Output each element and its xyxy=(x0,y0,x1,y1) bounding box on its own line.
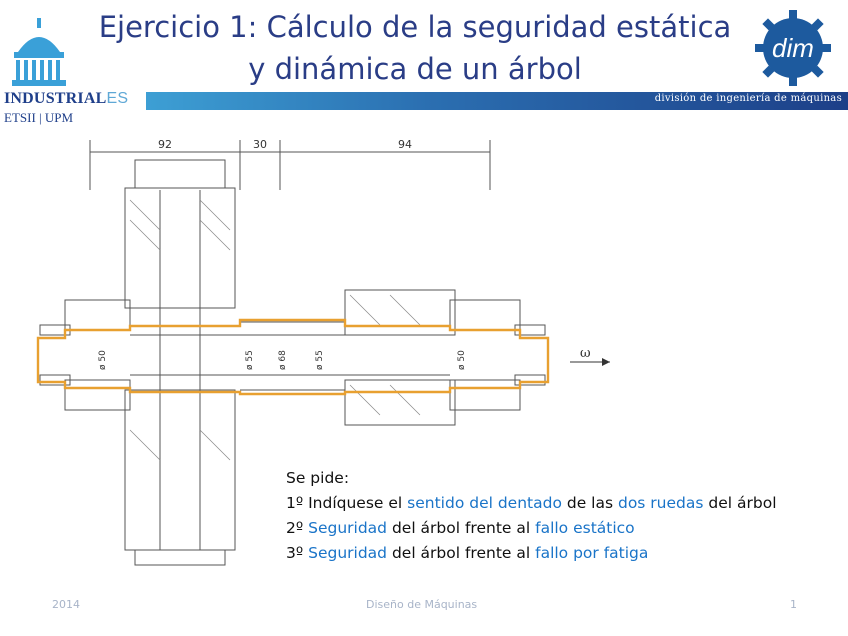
dim-label-30: 30 xyxy=(253,138,267,151)
task-item-2: 2º Seguridad del árbol frente al fallo estático xyxy=(286,519,635,537)
brand-name: INDUSTRIALES xyxy=(4,90,129,107)
diameter-label-2: ø 55 xyxy=(245,350,255,370)
brand-subtitle: ETSII | UPM xyxy=(4,110,74,125)
title-line-1: Ejercicio 1: Cálculo de la seguridad estática xyxy=(98,10,732,44)
dim-label-92: 92 xyxy=(158,138,172,151)
slide-title xyxy=(70,6,760,90)
task-item-1: 1º Indíquese el sentido del dentado de las dos ruedas del árbol xyxy=(286,494,777,512)
shaft-outline xyxy=(38,320,548,394)
task-list xyxy=(286,466,777,566)
diameter-label-5: ø 50 xyxy=(457,350,467,370)
dim-label-94: 94 xyxy=(398,138,412,151)
diameter-label-3: ø 68 xyxy=(278,350,288,370)
department-name: división de ingeniería de máquinas xyxy=(654,93,842,104)
task-heading: Se pide: xyxy=(286,469,350,487)
header-band xyxy=(146,92,848,110)
title-line-2: y dinámica de un árbol xyxy=(248,52,582,86)
diameter-label-1: ø 50 xyxy=(98,350,108,370)
dim-logo-text: dim xyxy=(772,33,814,63)
omega-symbol: ω xyxy=(580,346,591,361)
task-item-3: 3º Seguridad del árbol frente al fallo por fatiga xyxy=(286,544,649,562)
footer-year: 2014 xyxy=(52,598,80,611)
diameter-label-4: ø 55 xyxy=(315,350,325,370)
footer-course: Diseño de Máquinas xyxy=(366,598,478,611)
footer-page-number: 1 xyxy=(790,598,797,611)
dim-gear-logo xyxy=(748,8,838,88)
